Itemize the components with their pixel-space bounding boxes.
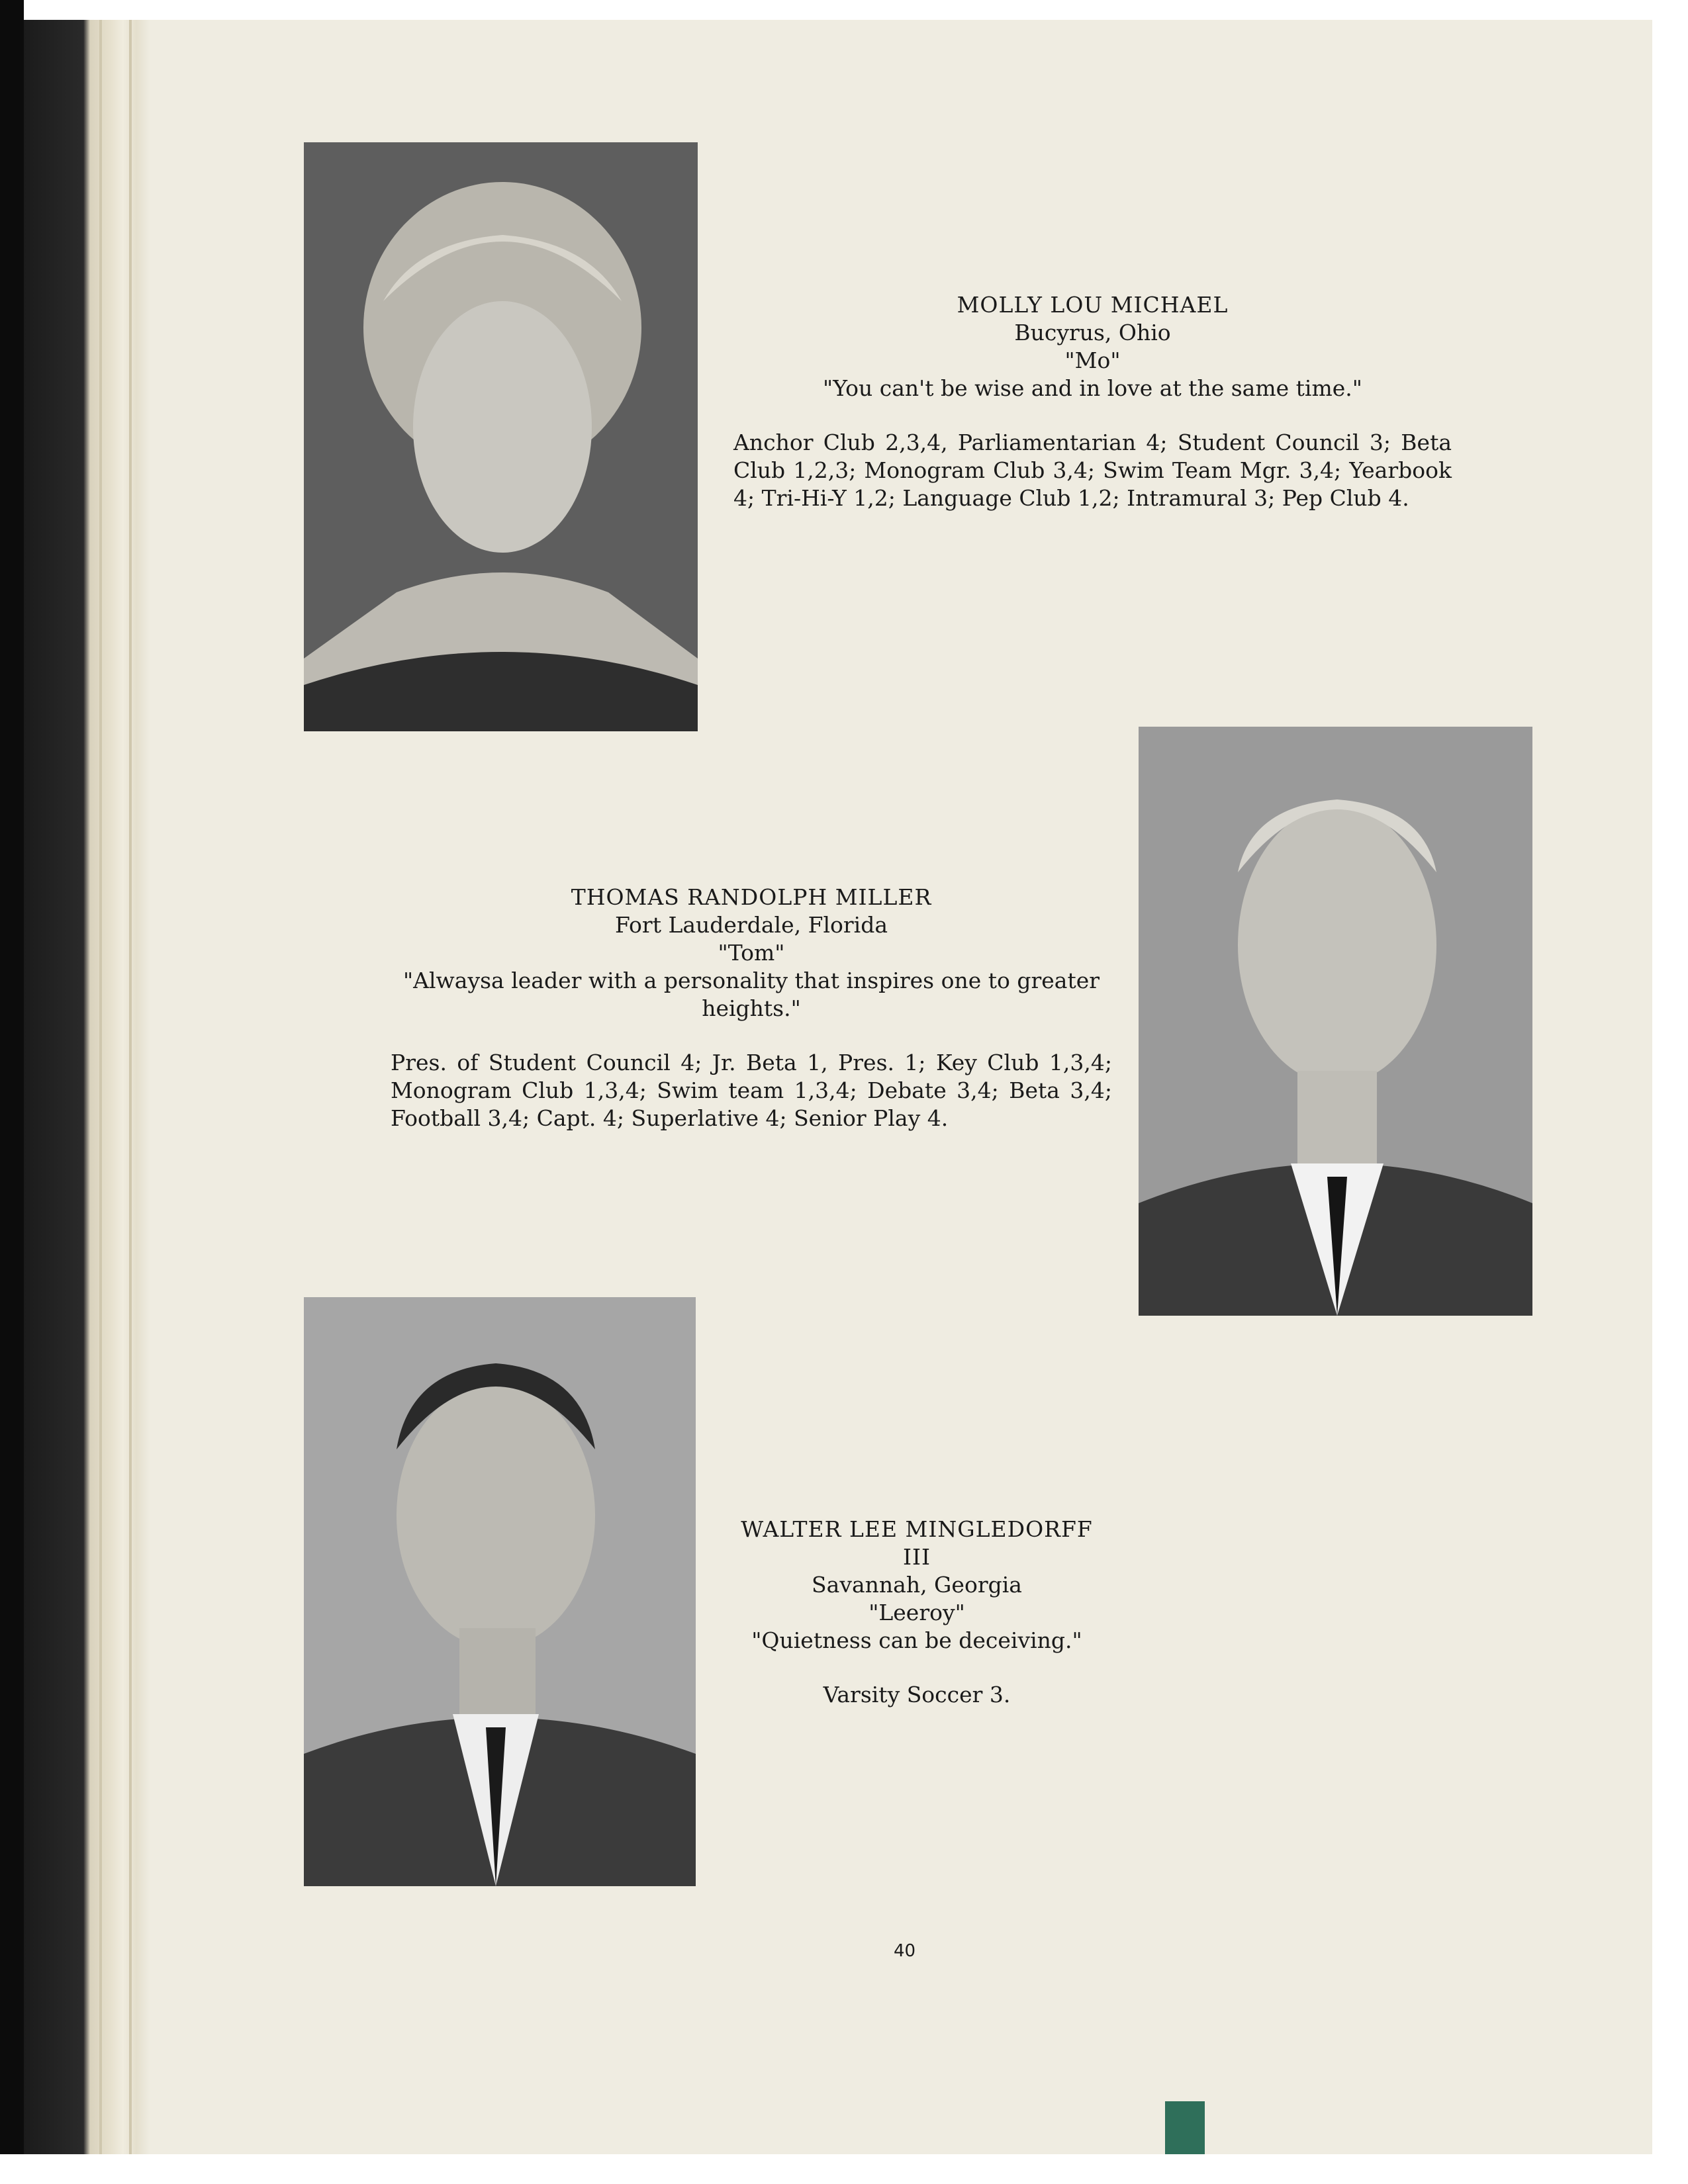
scan-margin-bottom xyxy=(0,2154,1688,2184)
binding-tab xyxy=(1165,2101,1205,2154)
senior-quote: "Alwaysa leader with a personality that inspires one to greater heights." xyxy=(402,968,1100,1021)
gutter-line xyxy=(99,20,102,2154)
page-number: 40 xyxy=(894,1941,916,1961)
senior-hometown: Savannah, Georgia xyxy=(812,1572,1022,1598)
scan-backdrop xyxy=(0,0,24,2184)
senior-hometown: Fort Lauderdale, Florida xyxy=(614,912,888,938)
senior-name: WALTER LEE MINGLEDORFF III xyxy=(741,1516,1093,1570)
portrait-photo-molly xyxy=(304,142,698,731)
senior-activities: Anchor Club 2,3,4, Parliamentarian 4; Student Council 3; Beta Club 1,2,3; Monogram Club 3,4; Swim Team Mgr. 3,4; Yearbook 4; Tri-Hi-Y 1,2; Language Club 1,2; Intramural 3; Pep Club 4. xyxy=(733,430,1452,511)
senior-nickname: "Leeroy" xyxy=(868,1600,965,1625)
senior-name: MOLLY LOU MICHAEL xyxy=(957,292,1229,318)
senior-quote: "Quietness can be deceiving." xyxy=(751,1627,1082,1653)
gutter-line xyxy=(129,20,132,2154)
senior-nickname: "Mo" xyxy=(1064,347,1121,373)
portrait-photo-thomas xyxy=(1139,727,1532,1316)
senior-entry-molly xyxy=(733,291,1452,512)
senior-name: THOMAS RANDOLPH MILLER xyxy=(571,884,932,910)
portrait-photo-walter xyxy=(304,1297,696,1886)
senior-entry-walter xyxy=(728,1516,1105,1709)
senior-activities: Varsity Soccer 3. xyxy=(823,1682,1011,1707)
senior-entry-thomas xyxy=(391,884,1112,1132)
senior-activities: Pres. of Student Council 4; Jr. Beta 1, Pres. 1; Key Club 1,3,4; Monogram Club 1,3,4; Swim team 1,3,4; Debate 3,4; Beta 3,4; Football 3,4; Capt. 4; Superlative 4; Senior Play 4. xyxy=(391,1050,1112,1131)
senior-nickname: "Tom" xyxy=(718,940,785,966)
senior-quote: "You can't be wise and in love at the same time." xyxy=(823,375,1362,401)
senior-hometown: Bucyrus, Ohio xyxy=(1014,320,1171,345)
